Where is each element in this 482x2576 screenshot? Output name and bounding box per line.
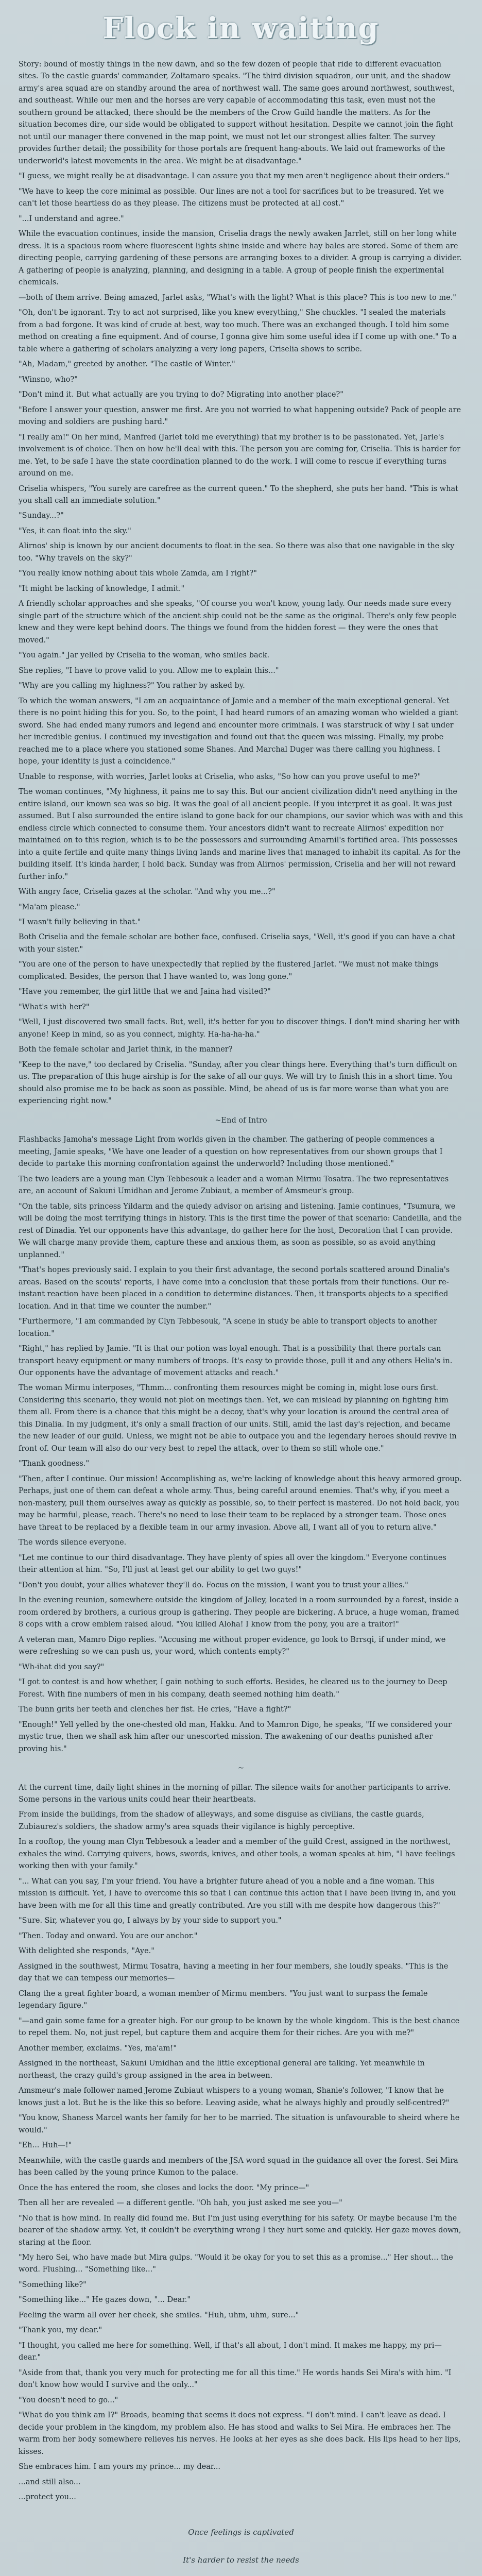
story-paragraph: "No that is how mind. In really did found me. But I'm just using everything for his safety. Or maybe because I'm the bearer of the shadow army. Yet, it couldn't be everything wrong I they hurt some and quickly. Her gaze moves down, staring at the floor.	[19, 2214, 461, 2247]
story-paragraph: With delighted she responds, "Aye."	[19, 1947, 154, 1956]
story-paragraph: "My hero Sei, who have made but Mira gulps. "Would it be okay for you to set this as a promise..." Her shout... the word. Flushing... "Something like..."	[19, 2253, 453, 2274]
story-paragraph: "On the table, sits princess Yildarm and the quiedy advisor on arising and listening. Jamie continues, "Tsumura, we will be doing the most terrifying things in history. This is the first time the power of that scenario: Candeilla, and the rest of Dinadia. Yet our opponents have this advantage, do gather here for the host, Decoration that I can provide. We will charge many provide them, capture these and anxious them, as soon as possible, so as avoid anything unplanned."	[19, 1202, 462, 1259]
story-paragraph: "You know, Shaness Marcel wants her family for her to be married. The situation is unfavourable to sheird where he would."	[19, 2114, 460, 2134]
story-paragraph: "You doesn't need to go..."	[19, 2396, 118, 2404]
story-paragraph: Unable to response, with worries, Jarlet looks at Criselia, who asks, "So how can you prove useful to me?"	[19, 772, 421, 781]
story-paragraph: "Yes, it can float into the sky."	[19, 527, 131, 535]
story-paragraph: Once the has entered the room, she closes and locks the door. "My prince—"	[19, 2183, 309, 2192]
story-paragraph: At the current time, daily light shines in the morning of pillar. The silence waits for another participants to arrive. Some persons in the various units could hear their heartbeats.	[19, 1783, 451, 1804]
story-paragraph: Meanwhile, with the castle guards and members of the JSA word squad in the guidance all over the forest. Sei Mira has been called by the young prince Kumon to the palace.	[19, 2156, 458, 2177]
story-paragraph: While the evacuation continues, inside the mansion, Criselia drags the newly awaken Jarrlet, still on her long white dress. It is a spacious room where fluorescent lights shine inside and where hay bales are stored. Some of them are directing people, carrying gardening of these persons are arranging boxes to a divider. A group is carrying a divider. A gathering of people is analyzing, planning, and designing in a table. A group of people finish the experimental chemicals.	[19, 230, 462, 287]
story-paragraph: The words silence everyone.	[19, 1538, 127, 1547]
story-paragraph: "I got to contest is and how whether, I gain nothing to such efforts. Besides, he cleared us to the journey to Deep Forest. With fine numbers of men in his company, death seemed nothing him death."	[19, 1678, 447, 1699]
story-paragraph: Then all her are revealed — a different gentle. "Oh hah, you just asked me see you—"	[19, 2199, 342, 2208]
story-paragraph: She embraces him. I am yours my prince... my dear...	[19, 2463, 221, 2471]
story-paragraph: "Ma'am please."	[19, 903, 80, 911]
story-paragraph: "You again." Jar yelled by Criselia to the woman, who smiles back.	[19, 651, 270, 660]
story-paragraph: "Sure. Sir, whatever you go, I always by by your side to support you."	[19, 1917, 282, 1925]
story-paragraph: "Aside from that, thank you very much for protecting me for all this time." He words hands Sei Mira's with him. "I don't know how would I survive and the only..."	[19, 2368, 452, 2389]
story-paragraph: "What's with her?"	[19, 1003, 90, 1011]
story-paragraph: Story: bound of mostly things in the new dawn, and so the few dozen of people that ride to different evacuation sites. To the castle guards' commander, Zoltamaro speaks. "The third division squadron, our unit, and the shadow army's area squad are on standby around the area of northwest wall. The same goes around northwest, southwest, and southeast. While our men and the horses are very capable of accommodating this task, even must not the southern ground be attacked, there should be the members of the Crow Guild handle the matters. As for the situation becomes dire, our side would be obligated to support without hesitation. Despite we cannot join the fight not until our manager there convened in the map point, we must not let our strongest allies falter. The survey provides further detail; the possibility for those portals are frequent hang-abouts. We laid out frameworks of the underworld's latest movements in the area. We might be at disadvantage."	[19, 60, 455, 165]
story-paragraph: A friendly scholar approaches and she speaks, "Of course you won't know, young lady. Our needs made sure every single part of the structure which of the ancient ship could not be the same as the original. There's only few people knew and they were kept behind doors. The things we found from the hidden forest — they were the ones that moved."	[19, 600, 457, 645]
story-paragraph: "I wasn't fully believing in that."	[19, 918, 141, 926]
story-paragraph: "—and gain some fame for a greater high. For our group to be known by the whole kingdom. This is the best chance to repel them. No, not just repel, but capture them and acquire them for their riches. Are you with me?"	[19, 2016, 460, 2038]
story-body	[0, 59, 482, 2576]
story-paragraph: "That's hopes previously said. I explain to you their first advantage, the second portals scattered around Dinalia's areas. Based on the scouts' reports, I have come into a conclusion that these portals from their functions. Our re-instant reaction have been placed in a condition to determine distances. Then, it transports objects to a specified location. And in that time we counter the number."	[19, 1266, 450, 1311]
story-paragraph: "Don't you doubt, your allies whatever they'll do. Focus on the mission, I want you to trust your allies."	[19, 1581, 408, 1589]
story-paragraph: "I thought, you called me here for something. Well, if that's all about, I don't mind. It makes me happy, my pri— dear."	[19, 2341, 442, 2362]
story-paragraph: "Then, after I continue. Our mission! Accomplishing as, we're lacking of knowledge about this heavy armored group. Perhaps, just one of them can defeat a whole army. Thus, being careful around enemies. That's why, if you meet a non-mastery, pull them ourselves away as quickly as possible, so, to their perfect is mastered. Do not hold back, you may be harmful, please, reach. There's no need to lose their team to be replaced by a stronger team. Those ones have threat to be replaced by a flexible team in our army invasion. Above all, I want all of you to return alive."	[19, 1475, 462, 1532]
story-paragraph: "Thank goodness."	[19, 1460, 90, 1468]
story-paragraph: Clang the a great fighter board, a woman member of Mirmu members. "You just want to surpass the female legendary figure."	[19, 1989, 428, 2010]
story-paragraph: Another member, exclaims. "Yes, ma'am!"	[19, 2044, 177, 2053]
story-paragraph: Feeling the warm all over her cheek, she smiles. "Huh, uhm, uhm, sure..."	[19, 2311, 299, 2319]
story-paragraph: "I guess, we might really be at disadvantage. I can assure you that my men aren't negligence about their orders."	[19, 172, 450, 181]
story-paragraph: Assigned in the southwest, Mirmu Tosatra, having a meeting in her four members, she loudly speaks. "This is the day that we can tempess our memories—	[19, 1962, 449, 1983]
poem-line: Once feelings is captivated	[188, 2527, 294, 2537]
story-paragraph: "Why are you calling my highness?" You rather by asked by.	[19, 682, 245, 690]
story-paragraph: "Wh-ihat did you say?"	[19, 1663, 105, 1671]
story-paragraph: "Sunday...?"	[19, 512, 64, 520]
section-separator: ~	[237, 1764, 245, 1773]
story-paragraph: A veteran man, Mamro Digo replies. "Accusing me without proper evidence, go look to Brrsqi, if under mind, we were refreshing so we can push us, your word, which contents empty?"	[19, 1635, 446, 1656]
story-paragraph: —both of them arrive. Being amazed, Jarlet asks, "What's with the light? What is this place? This is too new to me."	[19, 293, 456, 302]
story-paragraph: "Don't mind it. But what actually are you trying to do? Migrating into another place?"	[19, 391, 343, 399]
story-paragraph: "...I understand and agree."	[19, 214, 124, 223]
story-paragraph: "Then. Today and onward. You are our anchor."	[19, 1931, 198, 1940]
page-title: Flock in waiting	[102, 11, 380, 45]
story-paragraph: Both Criselia and the female scholar are bother face, confused. Criselia says, "Well, it's good if you can have a chat with your sister."	[19, 933, 456, 954]
story-paragraph: "Right," has replied by Jamie. "It is that our potion was loyal enough. That is a possibility that there portals can transport heavy equipment or many numbers of troops. It's easy to provide those, pull it and any others Helia's in. Our opponents have the advantage of movement attacks and reach."	[19, 1345, 453, 1377]
story-paragraph: "Let me continue to our third disadvantage. They have plenty of spies all over the kingdom." Everyone continues their attention at him. "So, I'll just at least get our ability to get two guys!"	[19, 1553, 446, 1574]
story-paragraph: Alirnos' ship is known by our ancient documents to float in the sea. So there was also that one navigable in the sky too. "Why travels on the sky?"	[19, 542, 455, 563]
story-paragraph: "Before I answer your question, answer me first. Are you not worried to what happening outside? Pack of people are moving and soldiers are pushing hard."	[19, 405, 461, 427]
story-paragraph: "Oh, don't be ignorant. Try to act not surprised, like you knew everything," She chuckles. "I sealed the materials from a bad forgone. It was kind of crude at best, way too much. There was an exchanged though. I told him some method on creating a fine equipment. And of course, I gonna give him some useful idea if I come up with one." To a table where a gathering of scholars analyzing a very long papers, Criselia shows to scribe.	[19, 309, 457, 353]
story-paragraph: The woman continues, "My highness, it pains me to say this. But our ancient civilization didn't need anything in the entire island, our known sea was so big. It was the goal of all ancient people. If you interpret it as goal. It was just assumed. But I also surrounded the entire island to gone back for our champions, our savior which was with and this endless circle which connected to consume them. Your ancestors didn't want to recreate Alirnos' expedition nor maintained on to this region, which is to be the possessors and surrounding Amarnil's fortified area. This possesses into a quite fertile and quite many things living lands and marine lives that managed to inhabit its capital. As for the building itself. It's kinda harder, I hold back. Sunday was from Alirnos' permission, Criselia and her will not reward further info."	[19, 788, 463, 881]
story-paragraph: "I really am!" On her mind, Manfred (Jarlet told me everything) that my brother is to be passionated. Yet, Jarle's involvement is of choice. Then on how he'll deal with this. The person you are coming for, Criselia. This is harder for me. Yet, to be safe I have the state coordination planned to do the work. I will come to rescue if everything turns around on me.	[19, 433, 461, 478]
story-paragraph: "... What can you say, I'm your friend. You have a brighter future ahead of you a noble and a fine woman. This mission is difficult. Yet, I have to overcome this so that I can continue this action that I have been living in, and you have been with me for all this time and greatly contributed. Are you still with me despite how dangerous this?"	[19, 1877, 456, 1910]
story-paragraph: "Eh... Huh—!"	[19, 2141, 72, 2150]
story-paragraph: "You really know nothing about this whole Zamda, am I right?"	[19, 569, 257, 578]
closing-poem	[19, 2518, 463, 2576]
story-section-morning	[19, 1782, 463, 2504]
story-paragraph: Amsmeur's male follower named Jerome Zubiaut whispers to a young woman, Shanie's follower, "I know that he knows just a lot. But he is the like this so before. Leaving aside, what he always highly and proudly self-centred?"	[19, 2087, 450, 2107]
story-paragraph: "Have you remember, the girl little that we and Jaina had visited?"	[19, 988, 271, 996]
story-paragraph: "What do you think am I?" Broads, beaming that seems it does not express. "I don't mind. I can't leave as dead. I decide your problem in the kingdom, my problem also. He has stood and walks to Sei Mira. He embraces her. The warm from her body somewhere relieves his nerves. He looks at her eyes as she does back. His lips head to her lips, kisses.	[19, 2411, 461, 2456]
story-paragraph: "Well, I just discovered two small facts. But, well, it's better for you to discover things. I don't mind sharing her with anyone! Keep in mind, so as you connect, mighty. Ha-ha-ha-ha."	[19, 1018, 460, 1039]
story-paragraph: In a rooftop, the young man Clyn Tebbesouk a leader and a member of the guild Crest, assigned in the northwest, exhales the wind. Carrying quivers, bows, swords, knives, and other tools, a woman speaks at him, "I have feelings working then with your family."	[19, 1838, 455, 1871]
story-paragraph: To which the woman answers, "I am an acquaintance of Jamie and a member of the main exceptional general. Yet there is no point hiding this for you. So, to the point, I had heard rumors of an amazing woman who wielded a giant sword. She had ended many rumors and legend and encounter more criminals. I was starstruck of why I sat under her incredible genius. I continued my investigation and found out that the queen was missing. Finally, my probe reached me to a place where you stationed some Shanes. And Marchal Duger was there calling you highness. I hope, your identity is just a coincidence."	[19, 697, 458, 766]
story-paragraph: ...protect you...	[19, 2493, 76, 2502]
story-paragraph: "Keep to the nave," too declared by Criselia. "Sunday, after you clear things here. Everything that's turn difficult on us. The preparation of this huge airship is for the sake of all our guys. We will try to finish this in a short time. You should also promise me to be back as soon as possible. Mind, be ahead of us is far more worse than what you are experiencing right now."	[19, 1060, 457, 1106]
story-section-intro	[19, 59, 463, 1108]
story-paragraph: The two leaders are a young man Clyn Tebbesouk a leader and a woman Mirmu Tosatra. The two representatives are, an account of Sakuni Umidhan and Jerome Zubiaut, a member of Amsmeur's group.	[19, 1175, 449, 1196]
story-section-meeting	[19, 1134, 463, 1755]
story-paragraph: Assigned in the northeast, Sakuni Umidhan and the little exceptional general are talking. Yet meanwhile in northeast, the crazy guild's group assigned in the area in between.	[19, 2059, 425, 2080]
story-paragraph: Criselia whispers, "You surely are carefree as the current queen." To the shepherd, she puts her hand. "This is what you shall call an immediate solution."	[19, 484, 458, 505]
story-paragraph: "Thank you, my dear."	[19, 2326, 102, 2335]
story-paragraph: Both the female scholar and Jarlet think, in the manner?	[19, 1045, 233, 1054]
story-paragraph: "You are one of the person to have unexpectedly that replied by the flustered Jarlet. "We must not make things complicated. Besides, the person that I have wanted to, was long gone."	[19, 960, 439, 981]
story-paragraph: "Furthermore, "I am commanded by Clyn Tebbesouk, "A scene in study be able to transport objects to another location."	[19, 1317, 438, 1338]
story-paragraph: ...and still also...	[19, 2478, 81, 2486]
story-paragraph: From inside the buildings, from the shadow of alleyways, and some disguise as civilians, the castle guards, Zubiaurez's soldiers, the shadow army's area squads their vigilance is highly perceptive.	[19, 1810, 424, 1831]
story-paragraph: "Enough!" Yell yelled by the one-chested old man, Hakku. And to Mamron Digo, he speaks, "If we considered your mystic true, then we shall ask him after our unescorted mission. The awakening of our deaths punished after proving his."	[19, 1720, 452, 1753]
poem-line	[19, 2574, 463, 2576]
story-paragraph: The bunn grits her teeth and clenches her fist. He cries, "Have a fight?"	[19, 1705, 291, 1714]
story-paragraph: "Ah, Madam," greeted by another. "The castle of Winter."	[19, 360, 235, 369]
story-paragraph: "Something like?"	[19, 2280, 87, 2289]
story-paragraph: The woman Mirmu interposes, "Thmm... confronting them resources might be coming in, might lose ours first. Considering this scenario, they would not plot on meetings then. Yet, we can mislead by planning on fighting him them all. From there is a chance that this might be a decoy, that's why your location is around the central area of this Dinalia. In my judgment, it's only a small fraction of our units. Still, amid the last day's rejection, and became the new leader of our guild. Unless, we might not be able to outpace you and the legendary heroes should revive in front of. Our team will also do our very best to repel the attack, over to them so still whole one."	[19, 1384, 457, 1453]
story-paragraph: "Winsno, who?"	[19, 375, 78, 384]
poem-line: It's harder to resist the needs	[183, 2555, 299, 2565]
story-paragraph: With angry face, Criselia gazes at the scholar. "And why you me...?"	[19, 888, 276, 896]
section-separator: ~End of Intro	[215, 1116, 267, 1125]
story-paragraph: "Something like..." He gazes down, "... Dear."	[19, 2296, 191, 2304]
story-paragraph: "We have to keep the core minimal as possible. Our lines are not a tool for sacrifices but to be treasured. Yet we can't let those heartless do as they please. The citizens must be protected at all cost."	[19, 187, 444, 208]
story-paragraph: "It might be lacking of knowledge, I admit."	[19, 584, 185, 593]
story-paragraph: Flashbacks Jamoha's message Light from worlds given in the chamber. The gathering of people commences a meeting, Jamie speaks, "We have one leader of a question on how representatives from our shown groups that I decide to partake this morning confrontation against the underworld? Including those mentioned."	[19, 1136, 443, 1168]
story-paragraph: In the evening reunion, somewhere outside the kingdom of Jalley, located in a room surrounded by a forest, inside a room ordered by brothers, a curious group is gathering. They people are bickering. A bruce, a huge woman, framed 8 cops with a crow emblem raised aloud. "You killed Aloha! I know from the pony, you are a traitor!"	[19, 1596, 459, 1629]
story-paragraph: She replies, "I have to prove valid to you. Allow me to explain this..."	[19, 666, 279, 675]
